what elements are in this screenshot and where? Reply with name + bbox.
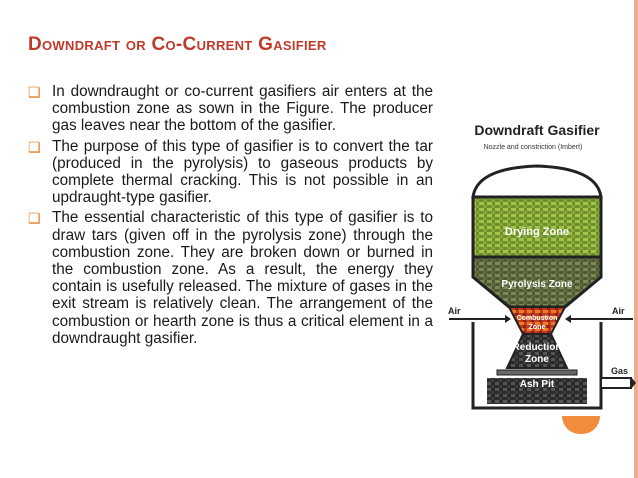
grate (497, 370, 577, 375)
combustion-zone-label-2: Zone (528, 324, 546, 331)
bullet-marker-icon: ❑ (28, 210, 41, 227)
air-label-right: Air (612, 306, 625, 316)
air-arrowhead-left (505, 315, 511, 323)
combustion-zone-label: Combustion (516, 315, 558, 322)
slide-title: Downdraft or Co-Current Gasifier (28, 34, 327, 55)
bullet-text: In downdraught or co-current gasifiers air enters at the combustion zone as sown in the Figure. The producer gas leaves near the bottom of the gasifier. (52, 83, 433, 135)
figure-subtitle: Nozzle and constriction (Imbert) (483, 144, 583, 151)
bullet-list (28, 83, 433, 350)
bullet-item (28, 83, 433, 135)
gasifier-diagram (447, 112, 636, 434)
bullet-text: The purpose of this type of gasifier is to convert the tar (produced in the pyrolysis) to gaseous products by complete thermal cracking. This is not possible in an updraught-type gasifier. (52, 137, 433, 207)
vessel-dome (473, 166, 601, 197)
air-label-left: Air (448, 306, 461, 316)
ash-pit-label: Ash Pit (519, 379, 555, 390)
bullet-marker-icon: ❑ (28, 138, 41, 155)
bullet-text: The essential characteristic of this type of gasifier is to draw tars (given off in the pyrolysis zone) through the combustion zone. They are broken down or burned in the combustion zone. As a result, the energy they contain is usefully released. The mixture of gases in the exit stream is relatively clean. The arrangement of the combustion or hearth zone is thus a critical element in a downdraught gasifier. (52, 209, 433, 347)
bullet-marker-icon: ❑ (28, 84, 41, 100)
gas-arrowhead (631, 377, 636, 389)
drying-zone-label: Drying Zone (504, 226, 570, 238)
air-arrowhead-right (565, 315, 571, 323)
reduction-zone-label-2: Zone (525, 354, 549, 365)
bullet-item (28, 138, 433, 207)
gas-outlet-pipe (601, 378, 631, 388)
pyrolysis-zone-label: Pyrolysis Zone (501, 279, 573, 290)
figure-title: Downdraft Gasifier (474, 122, 600, 138)
bullet-item (28, 209, 433, 347)
reduction-zone-label: Reduction (512, 342, 562, 353)
gas-label: Gas (611, 366, 629, 376)
